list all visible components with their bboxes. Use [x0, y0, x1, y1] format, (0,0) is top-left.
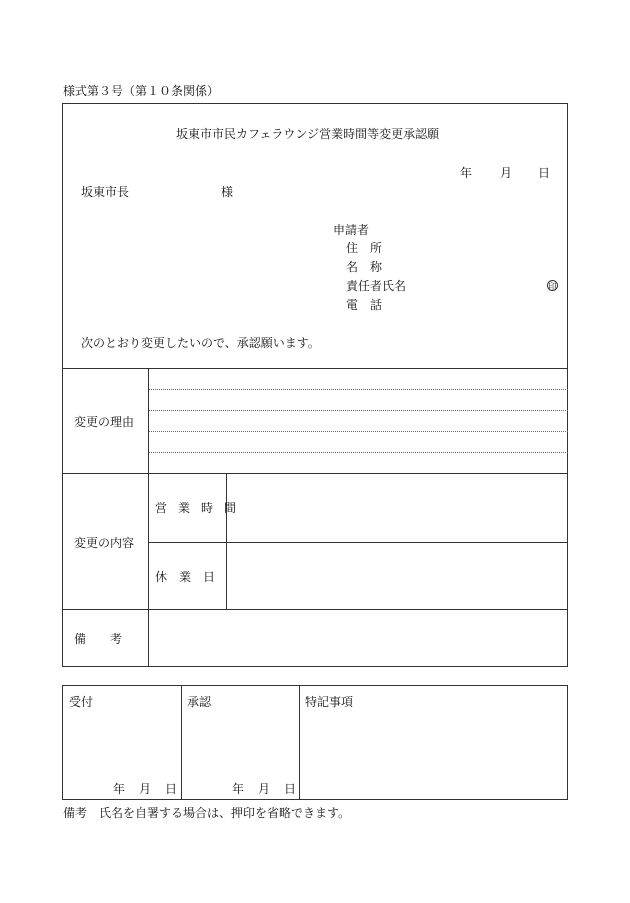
reason-writing-line: [149, 389, 568, 390]
form-title: 坂東市市民カフェラウンジ営業時間等変更承認願: [176, 127, 440, 141]
reception-day-label: 日: [165, 782, 178, 796]
remarks-label: 備 考: [74, 632, 123, 646]
reception-month-label: 月: [139, 782, 152, 796]
special-notes-label: 特記事項: [305, 695, 354, 709]
approval-label: 承認: [187, 695, 212, 709]
approval-day-label: 日: [284, 782, 297, 796]
approval-year-label: 年: [232, 782, 245, 796]
applicant-address-label: 住 所: [346, 241, 383, 255]
table-divider: [148, 368, 149, 667]
form-number: 様式第３号（第１０条関係）: [63, 84, 220, 98]
request-text: 次のとおり変更したいので、承認願います。: [81, 336, 320, 350]
applicant-label: 申請者: [333, 223, 370, 237]
table-divider: [149, 542, 568, 543]
table-divider: [226, 473, 227, 609]
applicant-representative-label: 責任者氏名: [346, 279, 407, 293]
reason-writing-line: [149, 431, 568, 432]
reason-label: 変更の理由: [74, 415, 135, 429]
reception-year-label: 年: [113, 782, 126, 796]
reason-writing-line: [149, 410, 568, 411]
holiday-label: 休 業 日: [155, 570, 216, 584]
date-year-label: 年: [460, 166, 473, 180]
addressee-name: 坂東市長: [81, 185, 130, 199]
office-column-divider: [181, 685, 182, 800]
business-hours-label: 営業時間: [155, 501, 248, 515]
approval-month-label: 月: [258, 782, 271, 796]
application-form: [62, 103, 568, 667]
table-divider: [62, 368, 568, 369]
content-label: 変更の内容: [74, 536, 135, 550]
office-column-divider: [299, 685, 300, 800]
table-divider: [62, 609, 568, 610]
applicant-name-label: 名 称: [346, 260, 383, 274]
reception-label: 受付: [69, 695, 94, 709]
seal-mark-icon: 印: [548, 282, 557, 291]
addressee-honorific: 様: [221, 185, 234, 199]
reason-writing-line: [149, 452, 568, 453]
date-month-label: 月: [500, 166, 513, 180]
footnote: 備考 氏名を自署する場合は、押印を省略できます。: [63, 806, 351, 820]
date-day-label: 日: [538, 166, 551, 180]
table-divider: [62, 473, 568, 474]
applicant-phone-label: 電 話: [346, 298, 383, 312]
